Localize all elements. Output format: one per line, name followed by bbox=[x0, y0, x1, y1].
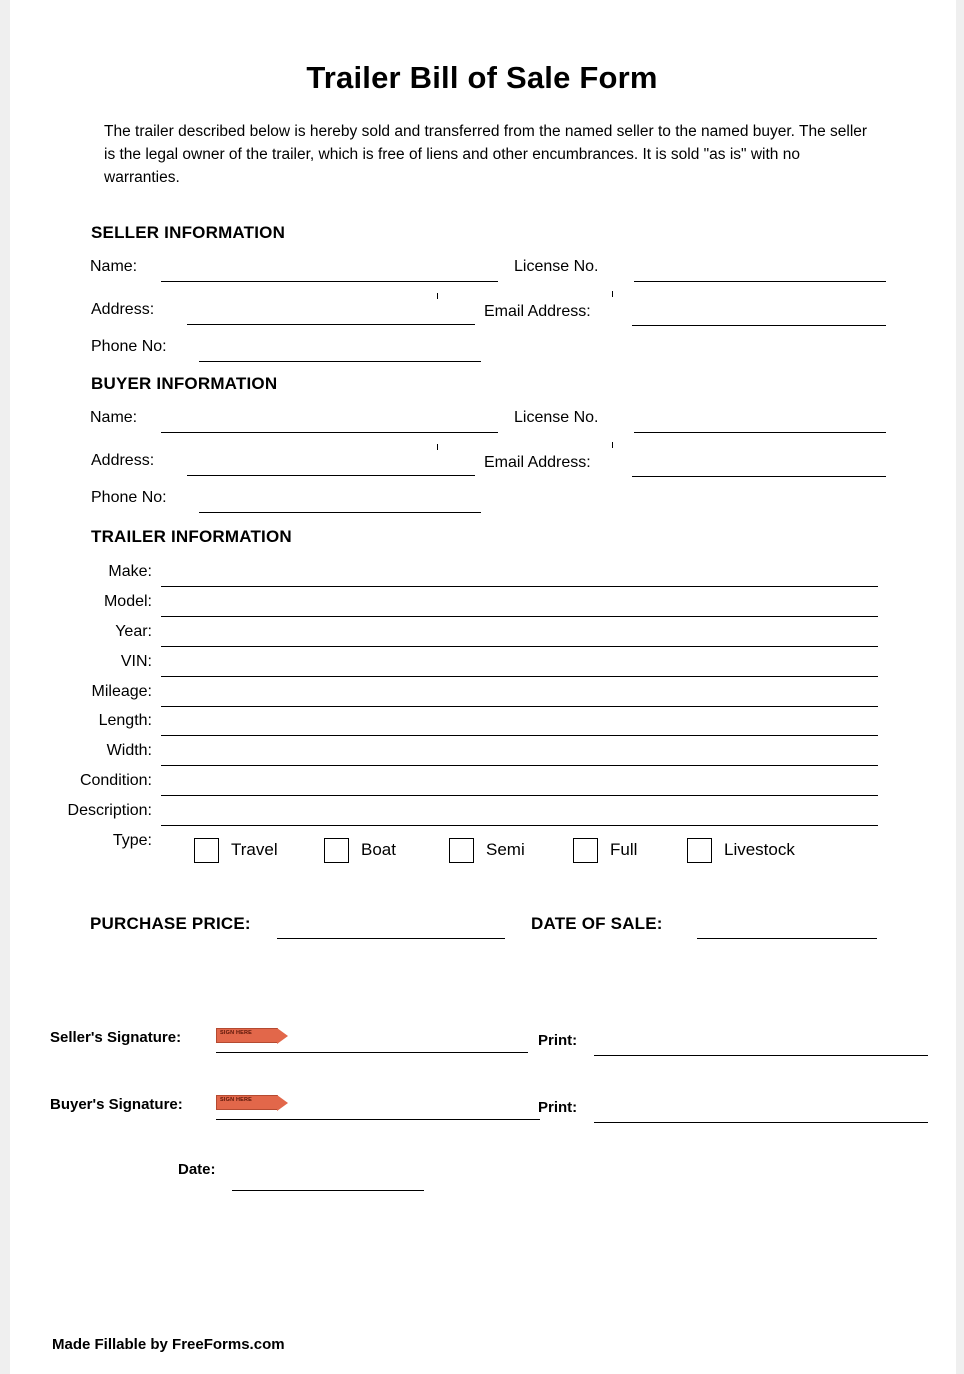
trailer-model-input[interactable] bbox=[161, 616, 878, 617]
buyer-address-input[interactable] bbox=[187, 475, 475, 476]
seller-phone-input[interactable] bbox=[199, 361, 481, 362]
trailer-model-label: Model: bbox=[103, 593, 152, 610]
seller-section-heading: SELLER INFORMATION bbox=[91, 223, 286, 242]
seller-signature-stamp-icon[interactable] bbox=[216, 1028, 278, 1043]
trailer-type-livestock-checkbox[interactable] bbox=[687, 838, 712, 863]
seller-address-label: Address: bbox=[91, 301, 155, 318]
signature-date-input[interactable] bbox=[232, 1190, 424, 1191]
seller-print-input[interactable] bbox=[594, 1055, 928, 1056]
trailer-type-semi-label: Semi bbox=[486, 840, 525, 859]
seller-email-label: Email Address: bbox=[484, 303, 591, 320]
trailer-make-label: Make: bbox=[108, 563, 152, 580]
trailer-width-label: Width: bbox=[106, 742, 152, 759]
seller-name-input[interactable] bbox=[161, 281, 498, 282]
buyer-section-heading: BUYER INFORMATION bbox=[91, 374, 278, 393]
trailer-year-label: Year: bbox=[115, 623, 152, 640]
buyer-address-label: Address: bbox=[91, 452, 155, 469]
seller-name-label: Name: bbox=[90, 258, 138, 275]
trailer-type-semi-checkbox[interactable] bbox=[449, 838, 474, 863]
seller-signature-label: Seller's Signature: bbox=[50, 1029, 182, 1046]
page-title: Trailer Bill of Sale Form bbox=[306, 60, 658, 95]
trailer-mileage-label: Mileage: bbox=[91, 683, 152, 700]
buyer-email-input[interactable] bbox=[632, 476, 886, 477]
date-of-sale-label: DATE OF SALE: bbox=[531, 914, 663, 933]
buyer-signature-label: Buyer's Signature: bbox=[50, 1096, 183, 1113]
purchase-price-input[interactable] bbox=[277, 938, 505, 939]
buyer-email-label: Email Address: bbox=[484, 454, 591, 471]
buyer-signature-input[interactable] bbox=[216, 1119, 540, 1120]
intro-paragraph: The trailer described below is hereby sold and transferred from the named seller to the named buyer. The seller is the legal owner of the trailer, which is free of liens and other encumbrances. It is sold "as is" with no warranties. bbox=[104, 123, 868, 186]
seller-email-tick bbox=[612, 291, 613, 297]
buyer-print-label: Print: bbox=[538, 1099, 578, 1116]
trailer-type-boat-checkbox[interactable] bbox=[324, 838, 349, 863]
date-of-sale-input[interactable] bbox=[697, 938, 877, 939]
seller-print-label: Print: bbox=[538, 1032, 578, 1049]
buyer-signature-stamp-icon[interactable] bbox=[216, 1095, 278, 1110]
buyer-name-label: Name: bbox=[90, 409, 138, 426]
purchase-price-label: PURCHASE PRICE: bbox=[90, 914, 251, 933]
seller-address-input[interactable] bbox=[187, 324, 475, 325]
seller-phone-label: Phone No: bbox=[91, 338, 167, 355]
trailer-mileage-input[interactable] bbox=[161, 706, 878, 707]
trailer-type-livestock-label: Livestock bbox=[724, 840, 795, 859]
buyer-license-input[interactable] bbox=[634, 432, 886, 433]
footer-credit: Made Fillable by FreeForms.com bbox=[52, 1336, 285, 1353]
trailer-type-boat-label: Boat bbox=[361, 840, 396, 859]
trailer-width-input[interactable] bbox=[161, 765, 878, 766]
buyer-license-label: License No. bbox=[514, 409, 599, 426]
seller-license-input[interactable] bbox=[634, 281, 886, 282]
trailer-description-input[interactable] bbox=[161, 825, 878, 826]
trailer-type-travel-label: Travel bbox=[231, 840, 278, 859]
trailer-type-travel-checkbox[interactable] bbox=[194, 838, 219, 863]
seller-signature-input[interactable] bbox=[216, 1052, 528, 1053]
buyer-phone-input[interactable] bbox=[199, 512, 481, 513]
seller-signature-stamp-text: SIGN HERE bbox=[220, 1030, 253, 1036]
trailer-condition-label: Condition: bbox=[79, 772, 152, 789]
trailer-vin-input[interactable] bbox=[161, 676, 878, 677]
trailer-year-input[interactable] bbox=[161, 646, 878, 647]
seller-email-input[interactable] bbox=[632, 325, 886, 326]
buyer-signature-stamp-text: SIGN HERE bbox=[220, 1097, 253, 1103]
buyer-print-input[interactable] bbox=[594, 1122, 928, 1123]
buyer-name-input[interactable] bbox=[161, 432, 498, 433]
trailer-description-label: Description: bbox=[67, 802, 152, 819]
trailer-section-heading: TRAILER INFORMATION bbox=[91, 527, 292, 546]
trailer-type-full-checkbox[interactable] bbox=[573, 838, 598, 863]
buyer-phone-label: Phone No: bbox=[91, 489, 167, 506]
trailer-type-full-label: Full bbox=[610, 840, 638, 859]
seller-address-tick bbox=[437, 293, 438, 299]
page-right-margin bbox=[956, 0, 964, 1374]
seller-license-label: License No. bbox=[514, 258, 599, 275]
trailer-length-label: Length: bbox=[98, 712, 152, 729]
trailer-make-input[interactable] bbox=[161, 586, 878, 587]
trailer-length-input[interactable] bbox=[161, 735, 878, 736]
trailer-condition-input[interactable] bbox=[161, 795, 878, 796]
buyer-email-tick bbox=[612, 442, 613, 448]
signature-date-label: Date: bbox=[178, 1161, 216, 1178]
trailer-vin-label: VIN: bbox=[120, 653, 152, 670]
trailer-type-label: Type: bbox=[112, 832, 152, 849]
buyer-address-tick bbox=[437, 444, 438, 450]
